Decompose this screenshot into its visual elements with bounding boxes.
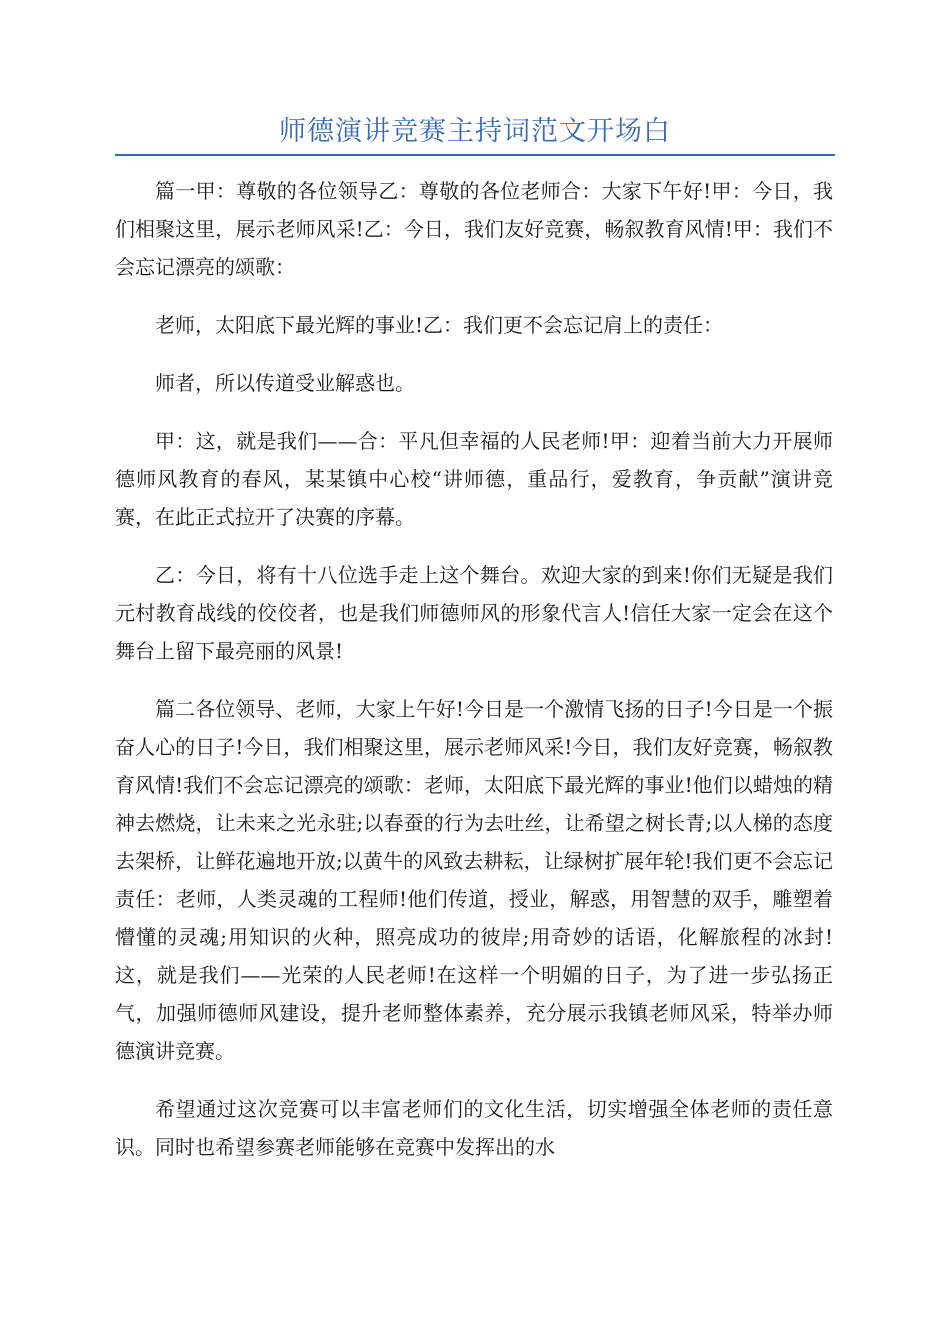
paragraph-2: 老师，太阳底下最光辉的事业!乙：我们更不会忘记肩上的责任： [155,313,724,337]
paragraph-7: 希望通过这次竞赛可以丰富老师们的文化生活，切实增强全体老师的责任意识。同时也希望参赛老师能够在竞赛中发挥出的水 [115,1097,833,1159]
title-underline [115,154,835,156]
paragraph-3: 师者，所以传道受业解惑也。 [155,371,415,395]
document-title: 师德演讲竞赛主持词范文开场白 [279,116,671,147]
document-body [115,172,833,1186]
paragraph-4: 甲：这，就是我们——合：平凡但幸福的人民老师!甲：迎着当前大力开展师德师风教育的春风，某某镇中心校“讲师德，重品行，爱教育，争贡献”演讲竞赛，在此正式拉开了决赛的序幕。 [115,429,833,529]
paragraph-5: 乙：今日，将有十八位选手走上这个舞台。欢迎大家的到来!你们无疑是我们元村教育战线的佼佼者，也是我们师德师风的形象代言人!信任大家一定会在这个舞台上留下最亮丽的风景! [115,563,833,663]
paragraph-6: 篇二各位领导、老师，大家上午好!今日是一个激情飞扬的日子!今日是一个振奋人心的日子!今日，我们相聚这里，展示老师风采!今日，我们友好竞赛，畅叙教育风情!我们不会忘记漂亮的颂歌：老师，太阳底下最光辉的事业!他们以蜡烛的精神去燃烧，让未来之光永驻;以春蚕的行为去吐丝，让希望之树长青;以人梯的态度去架桥，让鲜花遍地开放;以黄牛的风致去耕耘，让绿树扩展年轮!我们更不会忘记责任：老师，人类灵魂的工程师!他们传道，授业，解惑，用智慧的双手，雕塑着懵懂的灵魂;用知识的火种，照亮成功的彼岸;用奇妙的话语，化解旅程的冰封!这，就是我们——光荣的人民老师!在这样一个明媚的日子，为了进一步弘扬正气，加强师德师风建设，提升老师整体素养，充分展示我镇老师风采，特举办师德演讲竞赛。 [115,697,833,1063]
paragraph-1: 篇一甲：尊敬的各位领导乙：尊敬的各位老师合：大家下午好!甲：今日，我们相聚这里，展示老师风采!乙：今日，我们友好竞赛，畅叙教育风情!甲：我们不会忘记漂亮的颂歌： [115,179,833,279]
